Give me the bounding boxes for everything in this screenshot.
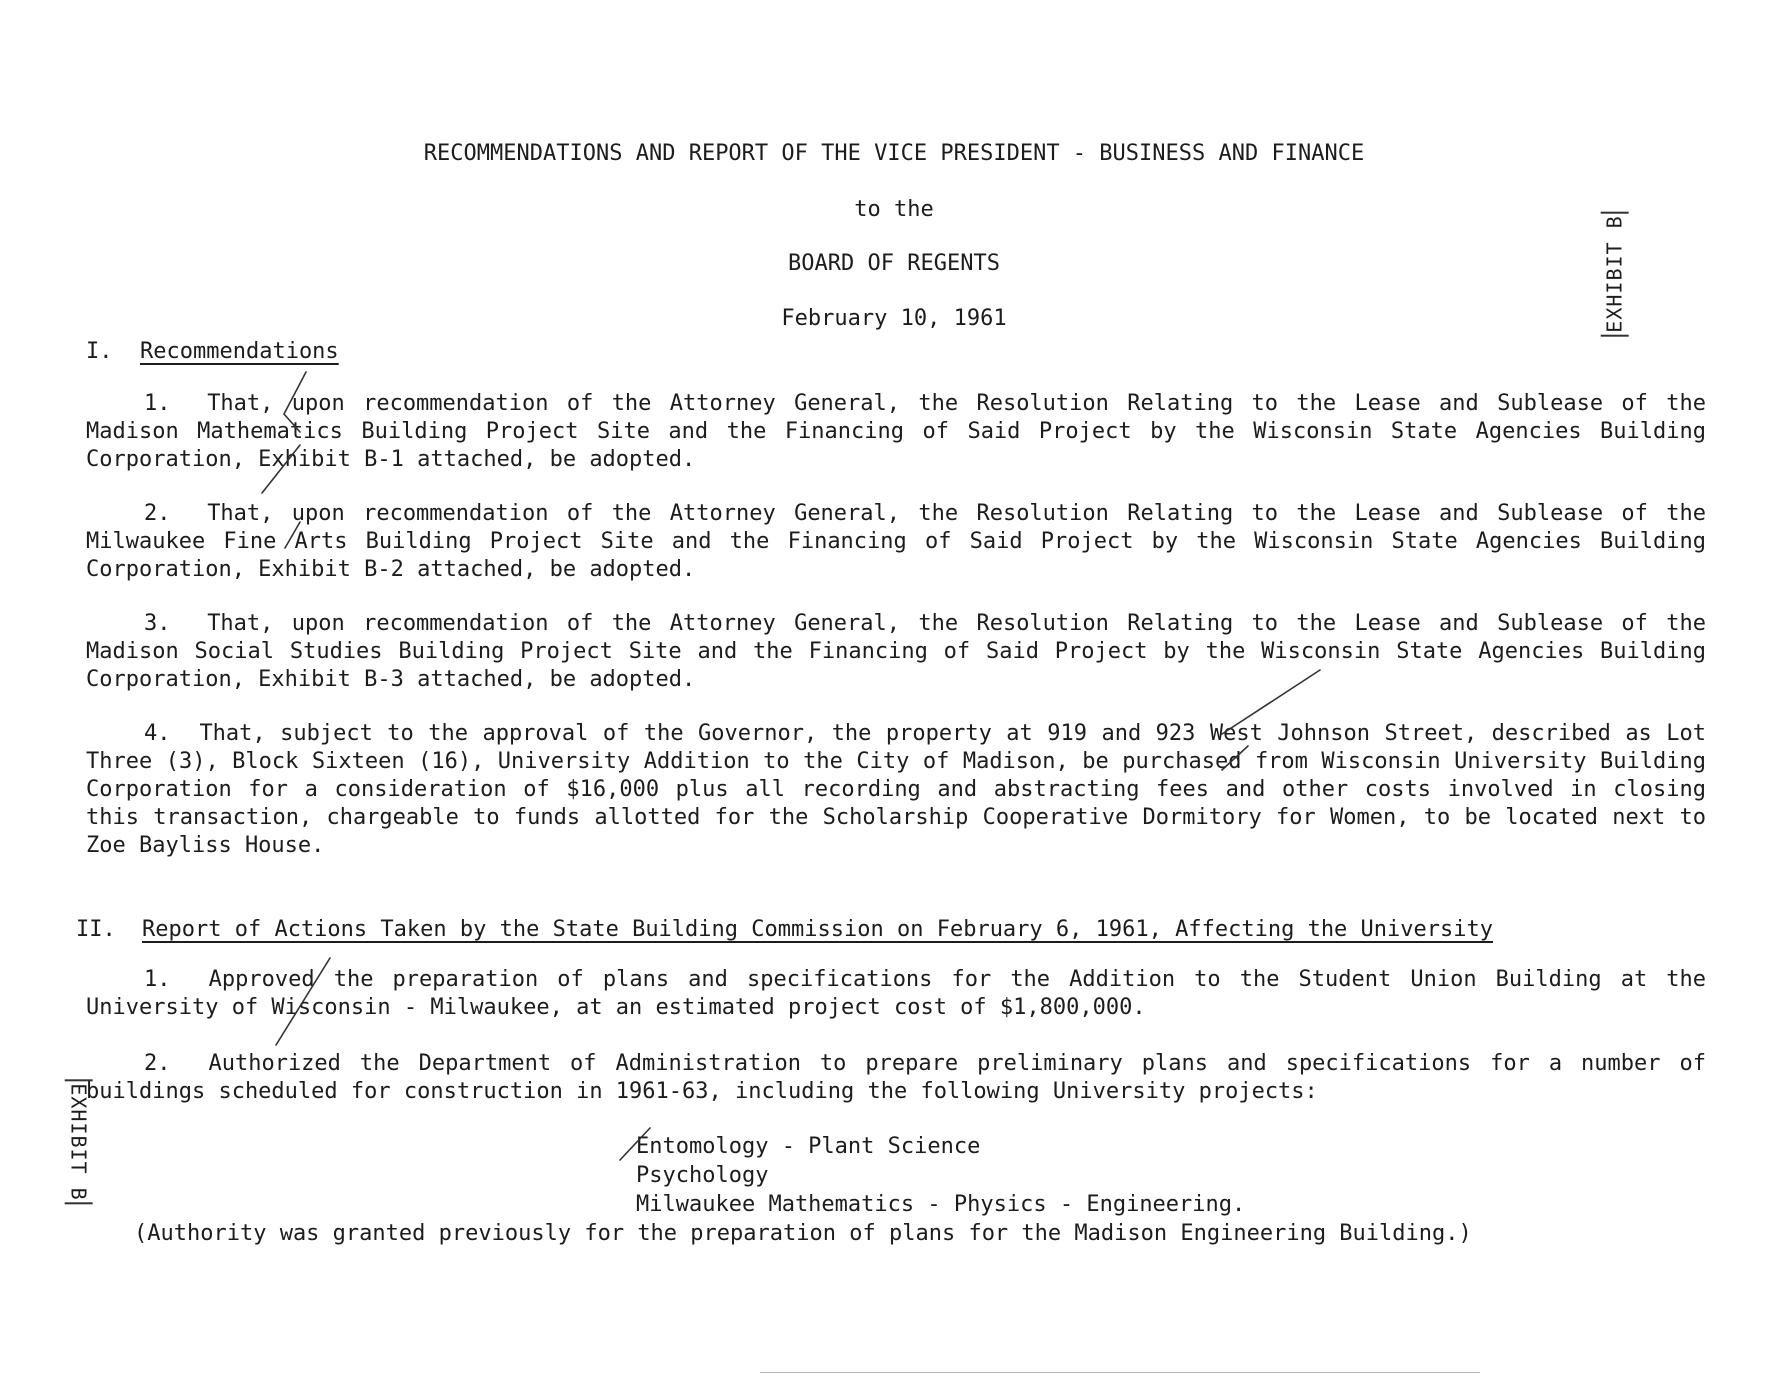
project-item: Entomology - Plant Science: [636, 1134, 981, 1159]
section-1-heading: Recommendations: [140, 339, 339, 364]
section-2-heading: Report of Actions Taken by the State Building Commission on February 6, 1961, Affecting the University: [142, 917, 1494, 942]
board-of-regents: BOARD OF REGENTS: [788, 251, 1000, 276]
check-mark: [1222, 746, 1248, 770]
item-number: 3.: [144, 611, 171, 636]
check-mark: [262, 445, 300, 493]
project-item: Psychology: [636, 1163, 769, 1188]
project-item: Milwaukee Mathematics - Physics - Engineering.: [636, 1192, 1246, 1217]
exhibit-tab-left: EXHIBIT B: [65, 1079, 93, 1204]
item-text: Approved the preparation of plans and specifications for the Addition to the Student Union Building at the University of Wisconsin - Milwaukee, at an estimated project cost of $1,800,000.: [86, 967, 1707, 1020]
check-mark: [284, 372, 306, 432]
item-number: 1.: [144, 967, 171, 992]
exhibit-tab-top: EXHIBIT B: [1601, 211, 1629, 336]
check-mark: [1222, 670, 1320, 734]
document-date: February 10, 1961: [781, 306, 1007, 331]
item-text: That, upon recommendation of the Attorney General, the Resolution Relating to the Lease and Sublease of the Milwaukee Fine Arts Building Project Site and the Financing of Said Project by the Wisconsin State Agencies Building Corporation, Exhibit B-2 attached, be adopted.: [86, 501, 1706, 582]
item-number: 2.: [144, 1051, 171, 1076]
item-text: That, subject to the approval of the Governor, the property at 919 and 923 West Johnson Street, described as Lot Three (3), Block Sixteen (16), University Addition to the City of Madison, be purchased from Wisconsin University Building Corporation for a consideration of $16,000 plus all recording and abstracting fees and other costs involved in closing this transaction, chargeable to funds allotted for the Scholarship Cooperative Dormitory for Women, to be located next to Zoe Bayliss House.: [86, 721, 1707, 858]
item-number: 1.: [144, 391, 171, 416]
item-text: That, upon recommendation of the Attorney General, the Resolution Relating to the Lease and Sublease of the Madison Mathematics Building Project Site and the Financing of Said Project by the Wisconsin State Agencies Building Corporation, Exhibit B-1 attached, be adopted.: [86, 391, 1706, 472]
item-number: 4.: [144, 721, 171, 746]
check-mark: [276, 958, 330, 1045]
authority-note: (Authority was granted previously for the preparation of plans for the Madison Engineering Building.): [134, 1221, 1472, 1246]
to-the-line: to the: [854, 197, 934, 222]
check-mark: [285, 522, 300, 548]
check-mark: [620, 1128, 650, 1160]
section-2-numeral: II.: [76, 917, 116, 942]
item-number: 2.: [144, 501, 171, 526]
document-title: RECOMMENDATIONS AND REPORT OF THE VICE PRESIDENT - BUSINESS AND FINANCE: [423, 141, 1365, 166]
item-text: That, upon recommendation of the Attorney General, the Resolution Relating to the Lease and Sublease of the Madison Social Studies Building Project Site and the Financing of Said Project by the Wisconsin State Agencies Building Corporation, Exhibit B-3 attached, be adopted.: [86, 611, 1706, 692]
section-1-numeral: I.: [86, 339, 113, 364]
item-text: Authorized the Department of Administration to prepare preliminary plans and specifications for a number of buildings scheduled for construction in 1961-63, including the following University projects:: [86, 1051, 1706, 1104]
